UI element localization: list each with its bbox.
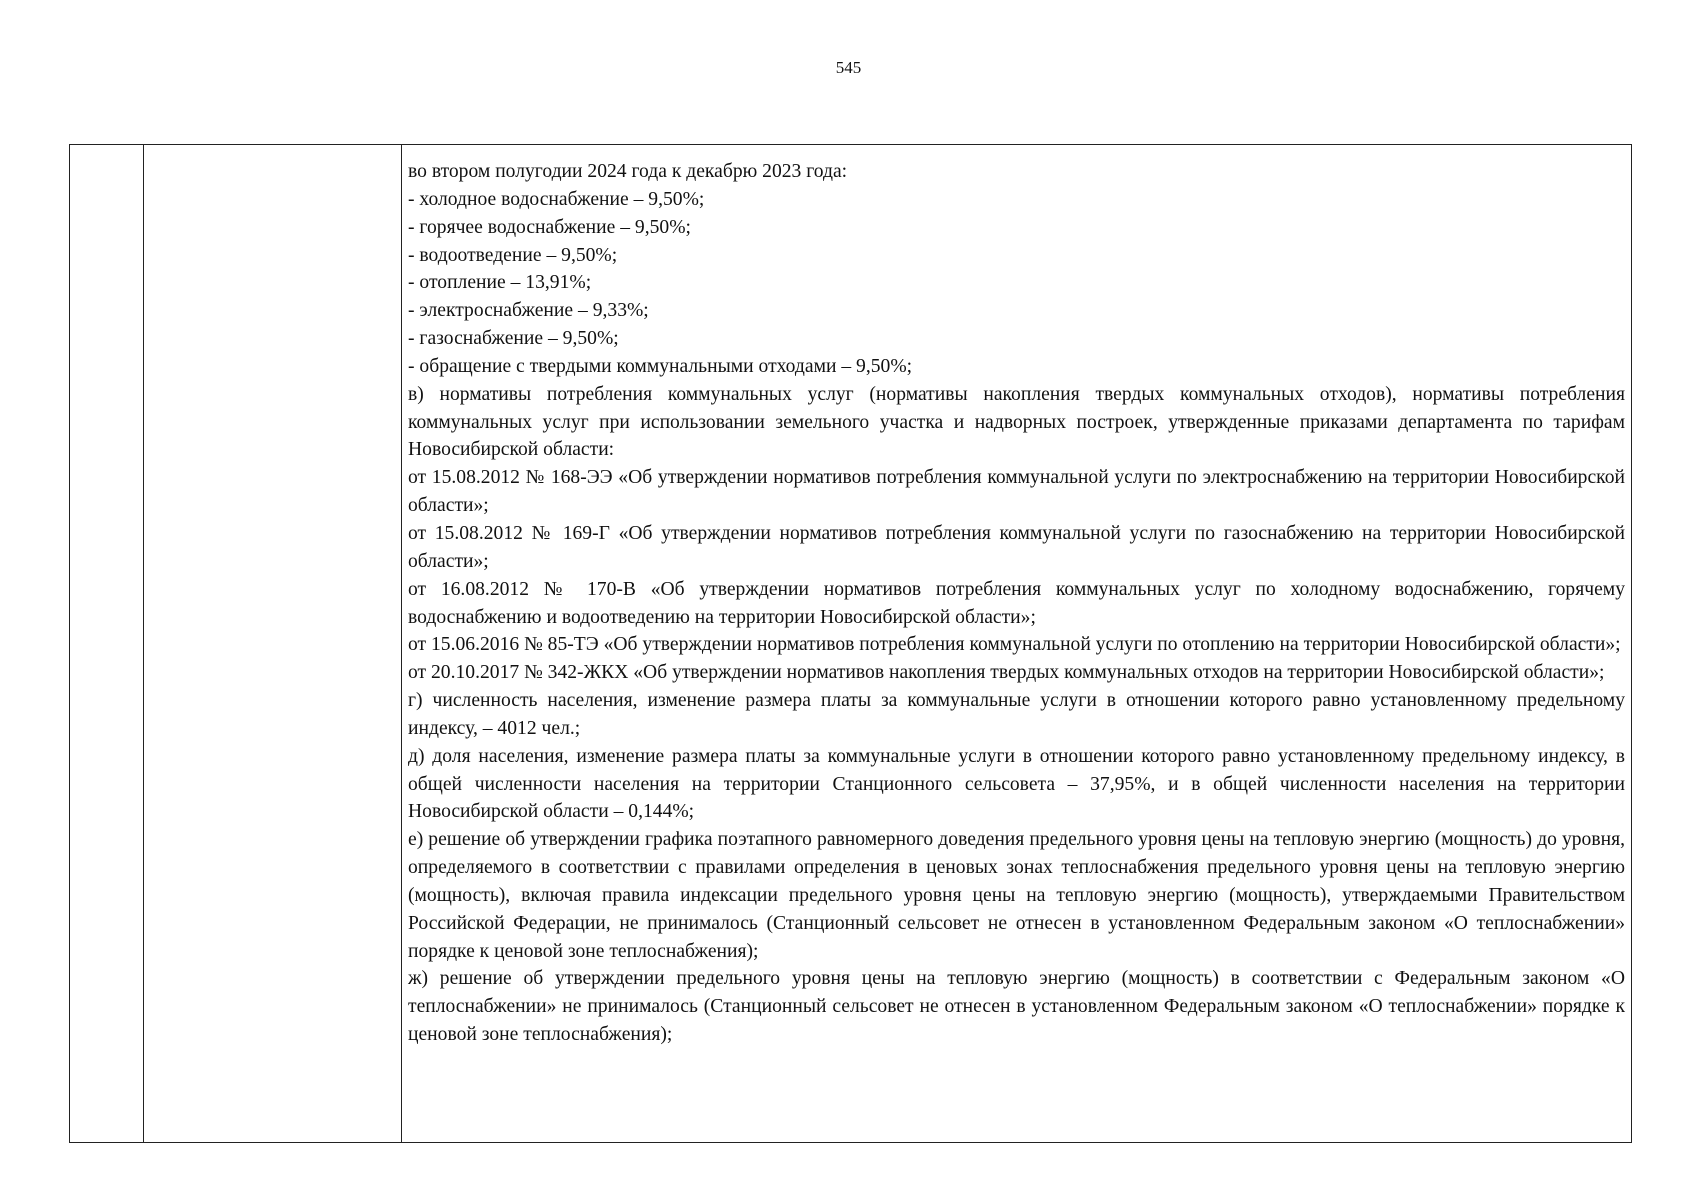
table-cell-title	[144, 145, 402, 1142]
list-item-heating: - отопление – 13,91%;	[408, 272, 592, 294]
order-342-zhkh: от 20.10.2017 № 342-ЖКХ «Об утверждении нормативов накопления твердых коммунальных отходов на территории Новосибирской области»;	[408, 662, 1605, 684]
order-170-v: от 16.08.2012 № 170-В «Об утверждении нормативов потребления коммунальных услуг по холодному водоснабжению, горячему водоснабжению и водоотведению на территории Новосибирской области»;	[408, 578, 1625, 628]
table-cell-content	[402, 145, 1631, 1142]
document-table	[69, 144, 1632, 1143]
paragraph-g-population: г) численность населения, изменение размера платы за коммунальные услуги в отношении которого равно установленному предельному индексу, – 4012 чел.;	[408, 690, 1625, 739]
order-169-g: от 15.08.2012 № 169-Г «Об утверждении нормативов потребления коммунальной услуги по газоснабжению на территории Новосибирской области»;	[408, 522, 1625, 572]
list-item-cold-water: - холодное водоснабжение – 9,50%;	[408, 188, 705, 210]
list-item-electricity: - электроснабжение – 9,33%;	[408, 300, 649, 322]
page-number: 545	[835, 58, 862, 77]
paragraph-zh-heat-price-limit: ж) решение об утверждении предельного уровня цены на тепловую энергию (мощность) в соответствии с Федеральным законом «О теплоснабжении» не принималось (Станционный сельсовет не отнесен в установленном Федеральным законом «О теплоснабжении» порядке к ценовой зоне теплоснабжения);	[408, 968, 1625, 1046]
table-cell-number	[70, 145, 144, 1142]
list-item-sewerage: - водоотведение – 9,50%;	[408, 244, 618, 266]
order-168-ee: от 15.08.2012 № 168-ЭЭ «Об утверждении нормативов потребления коммунальной услуги по электроснабжению на территории Новосибирской области»;	[408, 467, 1625, 517]
paragraph-d-population-share: д) доля населения, изменение размера платы за коммунальные услуги в отношении которого равно установленному предельному индексу, в общей численности населения на территории Станционного сельсовета – 37,95%, и в общей численности населения на территории Новосибирской области – 0,144%;	[408, 745, 1625, 823]
list-item-gas: - газоснабжение – 9,50%;	[408, 328, 619, 350]
list-item-hot-water: - горячее водоснабжение – 9,50%;	[408, 216, 691, 238]
heading-second-half-2024: во втором полугодии 2024 года к декабрю 2023 года:	[408, 161, 848, 182]
paragraph-v-norms: в) нормативы потребления коммунальных услуг (нормативы накопления твердых коммунальных отходов), нормативы потребления коммунальных услуг при использовании земельного участка и надворных построек, утвержденные приказами департамента по тарифам Новосибирской области:	[408, 383, 1625, 461]
order-85-te: от 15.06.2016 № 85-ТЭ «Об утверждении нормативов потребления коммунальной услуги по отоплению на территории Новосибирской области»;	[408, 634, 1621, 656]
paragraph-e-heat-schedule: е) решение об утверждении графика поэтапного равномерного доведения предельного уровня цены на тепловую энергию (мощность) до уровня, определяемого в соответствии с правилами определения в ценовых зонах теплоснабжения предельного уровня цены на тепловую энергию (мощность), включая правила индексации предельного уровня цены на тепловую энергию (мощность), утверждаемыми Правительством Российской Федерации, не принималось (Станционный сельсовет не отнесен в установленном Федеральным законом «О теплоснабжении» порядке к ценовой зоне теплоснабжения);	[408, 829, 1625, 962]
list-item-solid-waste: - обращение с твердыми коммунальными отходами – 9,50%;	[408, 355, 913, 377]
